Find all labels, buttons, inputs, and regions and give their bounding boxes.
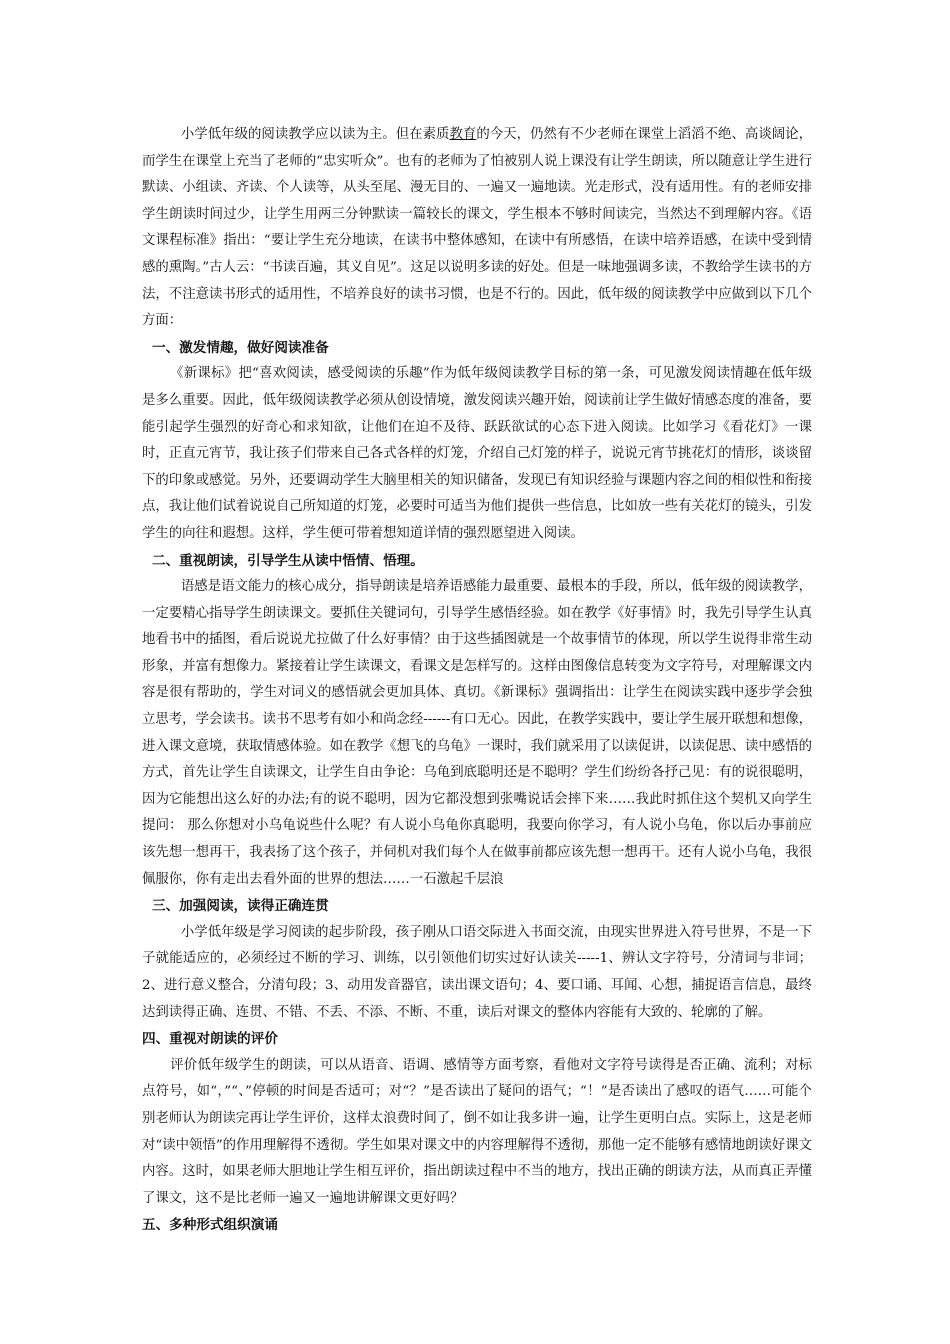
intro-text-start: 小学低年级的阅读教学应以读为主。但在素质 bbox=[180, 127, 450, 142]
intro-text-end: 的今天，仍然有不少老师在课堂上滔滔不绝、高谈阔论，而学生在课堂上充当了老师的“忠实听众”。也有的老师为了怕被别人说上课没有让学生朗读，所以随意让学生进行默读、小组读、齐读、个人读等，从头至尾、漫无目的、一遍又一遍地读。光走形式，没有适用性。有的老师安排学生朗读时间过少，让学生用两三分钟默读一篇较长的课文，学生根本不够时间读完，当然达不到理解内容。《语文课程标准》指出：“要让学生充分地读，在读书中整体感知，在读中有所感悟，在读中培养语感，在读中受到情感的熏陶。”古人云：“书读百遍，其义自见”。这足以说明多读的好处。但是一味地强调多读，不教给学生读书的方法，不注意读书形式的适用性，不培养良好的读书习惯，也是不行的。因此，低年级的阅读教学中应做到以下几个方面： bbox=[142, 127, 813, 329]
section-3-heading: 三、加强阅读，读得正确连贯 bbox=[152, 898, 329, 915]
section-2-heading: 二、重视朗读，引导学生从读中悟情、悟理。 bbox=[152, 552, 424, 569]
education-link[interactable]: 教育 bbox=[449, 127, 477, 142]
section-1-heading: 一、激发情趣，做好阅读准备 bbox=[152, 339, 329, 356]
intro-paragraph bbox=[142, 122, 812, 335]
section-5-heading: 五、多种形式组织演诵 bbox=[142, 1217, 278, 1234]
section-1-paragraph: 《新课标》把“喜欢阅读，感受阅读的乐趣”作为低年级阅读教学目标的第一条，可见激发阅读情趣在低年级是多么重要。因此，低年级阅读教学必须从创设情境，激发阅读兴趣开始，阅读前让学生做好情感态度的准备，要能引起学生强烈的好奇心和求知欲，让他们在迫不及待、跃跃欲试的心态下进入阅读。比如学习《看花灯》一课时，正直元宵节，我让孩子们带来自己各式各样的灯笼，介绍自己灯笼的样子，说说元宵节挑花灯的情形，谈谈留下的印象或感觉。另外，还要调动学生大脑里相关的知识储备，发现已有知识经验与课题内容之间的相似性和衔接点，我让他们试着说说自己所知道的灯笼，必要时可适当为他们提供一些信息，比如放一些有关花灯的镜头，引发学生的向往和遐想。这样，学生便可带着想知道详情的强烈愿望进入阅读。 bbox=[142, 366, 812, 541]
section-3-paragraph: 小学低年级是学习阅读的起步阶段，孩子刚从口语交际进入书面交流，由现实世界进入符号世界，不是一下子就能适应的，必须经过不断的学习、训练，以引领他们切实过好认读关-----1、辨认文字符号，分清词与非词；2、进行意义整合，分清句段；3、动用发音器官，读出课文语句；4、要口诵、耳闻、心想，捕捉语言信息，最终达到读得正确、连贯、不错、不丢、不添、不断、不重，读后对课文的整体内容能有大致的、轮廓的了解。 bbox=[142, 924, 812, 1020]
section-2-paragraph: 语感是语文能力的核心成分，指导朗读是培养语感能力最重要、最根本的手段，所以，低年级的阅读教学，一定要精心指导学生朗读课文。要抓住关键词句，引导学生感悟经验。如在教学《好事情》时，我先引导学生认真地看书中的插图，看后说说尤拉做了什么好事情？由于这些插图就是一个故事情节的体现，所以学生说得非常生动形象，并富有想像力。紧接着让学生读课文，看课文是怎样写的。这样由图像信息转变为文字符号，对理解课文内容是很有帮助的，学生对词义的感悟就会更加具体、真切。《新课标》强调指出：让学生在阅读实践中逐步学会独立思考，学会读书。读书不思考有如小和尚念经------有口无心。因此，在教学实践中，要让学生展开联想和想像，进入课文意境，获取情感体验。如在教学《想飞的乌龟》一课时，我们就采用了以读促讲，以读促思、读中感悟的方式，首先让学生自读课文，让学生自由争论：乌龟到底聪明还是不聪明？学生们纷纷各抒己见：有的说很聪明，因为它能想出这么好的办法;有的说不聪明，因为它都没想到张嘴说话会摔下来……我此时抓住这个契机又向学生提问： 那么你想对小乌龟说些什么呢？有人说小乌龟你真聪明，我要向你学习，有人说小乌龟，你以后办事前应该先想一想再干，我表扬了这个孩子，并伺机对我们每个人在做事前都应该先想一想再干。还有人说小乌龟，我很佩服你，你有走出去看外面的世界的想法……一石激起千层浪 bbox=[142, 579, 812, 887]
section-4-paragraph: 评价低年级学生的朗读，可以从语音、语调、感情等方面考察，看他对文字符号读得是否正确、流利；对标点符号，如“，”“、”停顿的时间是否适可；对“？”是否读出了疑问的语气；“！”是否读出了感叹的语气……可能个别老师认为朗读完再让学生评价，这样太浪费时间了，倒不如让我多讲一遍，让学生更明白点。实际上，这是老师对“读中领悟”的作用理解得不透彻。学生如果对课文中的内容理解得不透彻，那他一定不能够有感情地朗读好课文内容。这时，如果老师大胆地让学生相互评价，指出朗读过程中不当的地方，找出正确的朗读方法，从而真正弄懂了课文，这不是比老师一遍又一遍地讲解课文更好吗？ bbox=[142, 1057, 812, 1206]
document-content bbox=[142, 122, 812, 1239]
section-4-heading: 四、重视对朗读的评价 bbox=[142, 1031, 278, 1048]
